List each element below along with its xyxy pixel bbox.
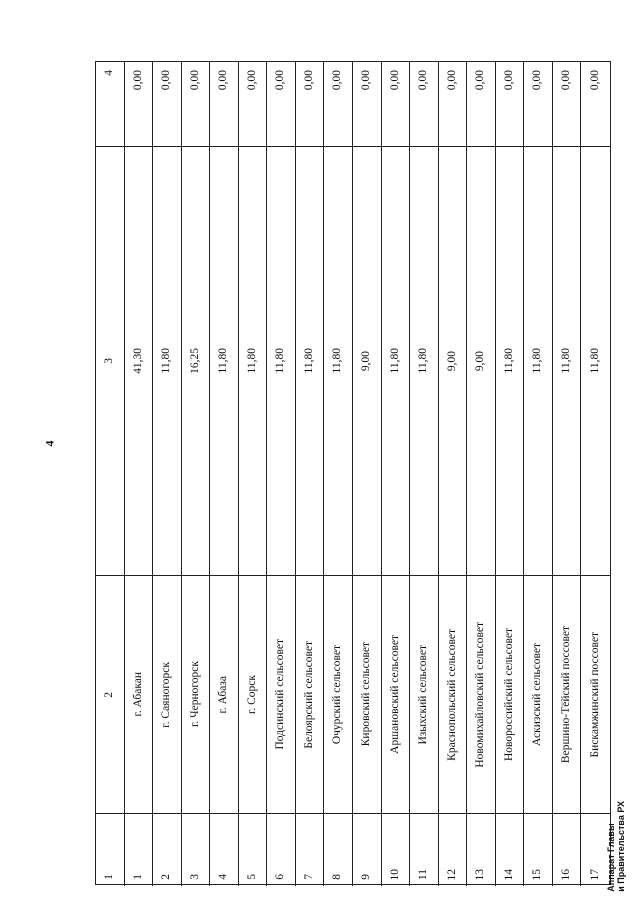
table-cell	[153, 147, 182, 576]
row-number: 6	[274, 874, 287, 880]
table-cell	[153, 576, 182, 814]
value: 9,00	[360, 350, 373, 372]
value: 41,30	[131, 348, 144, 374]
row-number: 7	[302, 874, 315, 880]
value: 11,80	[160, 348, 173, 374]
row-number: 11	[417, 868, 430, 880]
row-number: 16	[559, 868, 572, 880]
table-cell	[467, 814, 496, 886]
table-cell	[296, 147, 325, 576]
value: 0,00	[131, 70, 144, 91]
header-label: 2	[103, 691, 116, 698]
table-cell	[210, 62, 239, 147]
row-number: 9	[360, 874, 373, 880]
stamp-line-1: Аппарат Главы	[606, 822, 617, 892]
row-number: 4	[217, 874, 230, 880]
table-cell	[182, 814, 211, 886]
municipality-name: Краснопольский сельсовет	[445, 628, 458, 761]
table-cell	[353, 576, 382, 814]
table-cell	[296, 814, 325, 886]
value: 0,00	[302, 70, 315, 91]
row-number: 1	[131, 874, 144, 880]
table-cell	[581, 62, 610, 147]
header-label: 3	[103, 358, 116, 364]
table-cell	[524, 147, 553, 576]
table-cell	[153, 814, 182, 886]
table-cell	[439, 814, 468, 886]
table-cell	[239, 576, 268, 814]
table-cell	[324, 814, 353, 886]
table-cell	[153, 62, 182, 147]
table-cell	[239, 62, 268, 147]
municipality-name: г. Сорск	[245, 674, 258, 715]
value: 0,00	[245, 70, 258, 91]
value: 0,00	[502, 70, 515, 91]
municipality-name: Вершино-Тёйский поссовет	[559, 625, 572, 764]
row-number: 17	[588, 868, 601, 880]
municipality-name: Аршановский сельсовет	[388, 635, 401, 754]
table-cell	[467, 576, 496, 814]
table-cell	[267, 576, 296, 814]
table-cell	[581, 576, 610, 814]
row-number: 13	[474, 868, 487, 880]
table-cell	[182, 147, 211, 576]
value: 11,80	[274, 348, 287, 374]
table-cell	[324, 576, 353, 814]
value: 11,80	[502, 348, 515, 374]
table-cell	[410, 576, 439, 814]
table-cell	[324, 147, 353, 576]
table-cell	[496, 814, 525, 886]
registration-stamp	[602, 800, 632, 892]
table-cell	[382, 814, 411, 886]
value: 0,00	[388, 70, 401, 91]
table-cell	[353, 814, 382, 886]
table-cell	[210, 576, 239, 814]
table-cell	[410, 62, 439, 147]
table-cell	[382, 62, 411, 147]
municipality-name: Новомихайловский сельсовет	[474, 621, 487, 768]
value: 16,25	[188, 348, 201, 374]
table-cell	[125, 814, 154, 886]
header-cell	[96, 62, 125, 147]
value: 9,00	[474, 350, 487, 372]
municipality-name: Подсинский сельсовет	[274, 639, 287, 750]
data-table	[95, 61, 611, 885]
row-number: 10	[388, 868, 401, 880]
table-cell	[267, 814, 296, 886]
municipality-name: г. Абаза	[217, 675, 230, 714]
value: 0,00	[274, 70, 287, 91]
row-number: 14	[502, 868, 515, 880]
header-cell	[96, 576, 125, 814]
table-cell	[553, 576, 582, 814]
table-cell	[296, 576, 325, 814]
table-cell	[267, 62, 296, 147]
value: 0,00	[160, 70, 173, 91]
value: 0,00	[217, 70, 230, 91]
table-cell	[553, 62, 582, 147]
header-cell	[96, 814, 125, 886]
table-cell	[353, 147, 382, 576]
table-cell	[324, 62, 353, 147]
value: 11,80	[302, 348, 315, 374]
municipality-name: Очурский сельсовет	[331, 644, 344, 745]
value: 11,80	[559, 348, 572, 374]
municipality-name: Изыхский сельсовет	[417, 644, 430, 745]
table-cell	[382, 576, 411, 814]
row-number: 2	[160, 874, 173, 880]
municipality-name: Новороссийский сельсовет	[502, 627, 515, 761]
table-cell	[467, 147, 496, 576]
table-cell	[382, 147, 411, 576]
header-label: 1	[103, 874, 116, 880]
table-cell	[581, 147, 610, 576]
table-cell	[182, 62, 211, 147]
value: 11,80	[388, 348, 401, 374]
table-cell	[353, 62, 382, 147]
table-cell	[239, 147, 268, 576]
table-cell	[496, 576, 525, 814]
row-number: 15	[531, 868, 544, 880]
stamp-line-2: и Правительства РХ	[616, 800, 626, 892]
table-cell	[239, 814, 268, 886]
table-cell	[524, 576, 553, 814]
value: 11,80	[245, 348, 258, 374]
value: 11,80	[417, 348, 430, 374]
municipality-name: г. Абакан	[131, 672, 144, 717]
table-cell	[210, 147, 239, 576]
table-cell	[439, 147, 468, 576]
municipality-name: Кировский сельсовет	[360, 642, 373, 747]
municipality-name: Белоярский сельсовет	[302, 640, 315, 749]
header-cell	[96, 147, 125, 576]
table-cell	[524, 814, 553, 886]
page-number: 4	[42, 440, 57, 446]
row-number: 12	[445, 868, 458, 880]
value: 0,00	[474, 70, 487, 91]
table-cell	[553, 814, 582, 886]
municipality-name: г. Черногорск	[188, 661, 201, 728]
table-cell	[125, 62, 154, 147]
value: 0,00	[360, 70, 373, 91]
value: 11,80	[331, 348, 344, 374]
row-number: 8	[331, 874, 344, 880]
value: 0,00	[588, 70, 601, 91]
value: 11,80	[217, 348, 230, 374]
value: 0,00	[417, 70, 430, 91]
table-cell	[410, 814, 439, 886]
table-cell	[410, 147, 439, 576]
table-cell	[496, 62, 525, 147]
table-cell	[296, 62, 325, 147]
table-cell	[439, 576, 468, 814]
value: 0,00	[445, 70, 458, 91]
value: 9,00	[445, 350, 458, 372]
header-label: 4	[103, 70, 116, 76]
municipality-name: Аскизский сельсовет	[531, 643, 544, 746]
table-cell	[210, 814, 239, 886]
table-cell	[439, 62, 468, 147]
value: 11,80	[588, 348, 601, 374]
table-cell	[553, 147, 582, 576]
row-number: 5	[245, 874, 258, 880]
table-cell	[182, 576, 211, 814]
table-cell	[125, 147, 154, 576]
value: 0,00	[531, 70, 544, 91]
value: 11,80	[531, 348, 544, 374]
municipality-name: Бискамжинский поссовет	[588, 631, 601, 758]
table-cell	[267, 147, 296, 576]
row-number: 3	[188, 874, 201, 880]
value: 0,00	[559, 70, 572, 91]
table-cell	[524, 62, 553, 147]
table-cell	[496, 147, 525, 576]
table-cell	[467, 62, 496, 147]
municipality-name: г. Саяногорск	[160, 661, 173, 728]
table-cell	[125, 576, 154, 814]
value: 0,00	[331, 70, 344, 91]
value: 0,00	[188, 70, 201, 91]
